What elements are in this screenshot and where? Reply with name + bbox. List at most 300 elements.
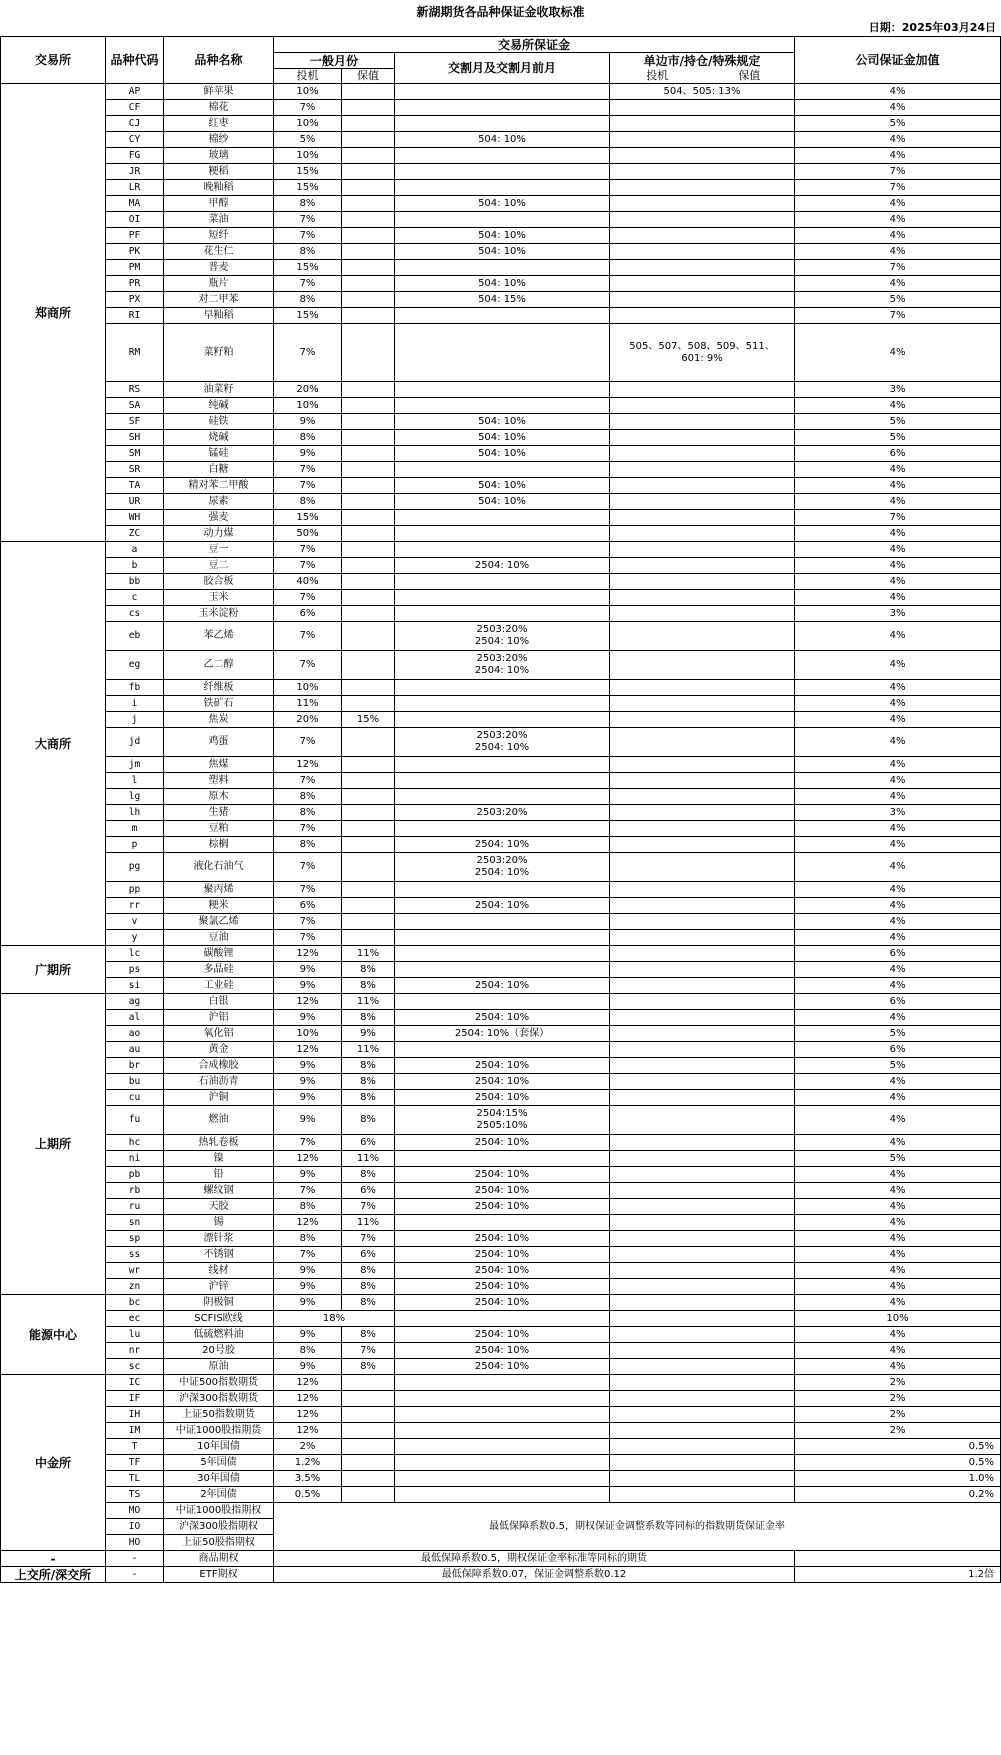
company-add-cell: 0.2%	[795, 1487, 1001, 1503]
special-cell	[610, 1090, 795, 1106]
company-add-cell: 4%	[795, 1327, 1001, 1343]
spec-cell: 12%	[274, 1407, 342, 1423]
delivery-cell	[395, 260, 610, 276]
header-exchange-margin: 交易所保证金	[274, 37, 795, 53]
name-cell: 晚籼稻	[164, 180, 274, 196]
table-row	[1, 1231, 1001, 1247]
company-add-cell: 10%	[795, 1311, 1001, 1327]
table-row	[1, 276, 1001, 292]
special-cell	[610, 276, 795, 292]
name-cell: 液化石油气	[164, 853, 274, 882]
delivery-cell	[395, 1487, 610, 1503]
table-row	[1, 1503, 1001, 1519]
hedge-cell: 11%	[342, 946, 395, 962]
special-cell	[610, 696, 795, 712]
hedge-cell: 8%	[342, 1279, 395, 1295]
name-cell: 5年国债	[164, 1455, 274, 1471]
name-cell: 白糖	[164, 462, 274, 478]
company-add-cell: 6%	[795, 994, 1001, 1010]
special-cell	[610, 292, 795, 308]
code-cell: ec	[106, 1311, 164, 1327]
company-add-cell: 4%	[795, 1343, 1001, 1359]
table-row	[1, 100, 1001, 116]
special-cell	[610, 1183, 795, 1199]
special-cell	[610, 116, 795, 132]
hedge-cell	[342, 494, 395, 510]
delivery-line: 2503:20%	[476, 855, 528, 866]
code-cell: IM	[106, 1423, 164, 1439]
hedge-cell: 8%	[342, 962, 395, 978]
company-add-cell: 4%	[795, 494, 1001, 510]
table-row	[1, 1487, 1001, 1503]
delivery-cell	[395, 382, 610, 398]
header-special-hedge: 保值	[705, 69, 795, 84]
name-cell: 多晶硅	[164, 962, 274, 978]
delivery-cell	[395, 962, 610, 978]
company-add-cell: 4%	[795, 398, 1001, 414]
hedge-cell	[342, 164, 395, 180]
special-cell	[610, 1026, 795, 1042]
delivery-cell	[395, 914, 610, 930]
hedge-cell: 11%	[342, 994, 395, 1010]
special-cell	[610, 1439, 795, 1455]
company-add-cell: 4%	[795, 542, 1001, 558]
code-cell: PM	[106, 260, 164, 276]
name-cell: 聚氯乙烯	[164, 914, 274, 930]
code-cell: y	[106, 930, 164, 946]
spec-cell: 12%	[274, 946, 342, 962]
name-cell: 豆一	[164, 542, 274, 558]
name-cell: 20号胶	[164, 1343, 274, 1359]
delivery-cell	[395, 100, 610, 116]
name-cell: 苯乙烯	[164, 622, 274, 651]
company-add-cell: 4%	[795, 1199, 1001, 1215]
name-cell: 菜籽粕	[164, 324, 274, 382]
delivery-cell: 2503:20%	[395, 805, 610, 821]
delivery-cell	[395, 882, 610, 898]
delivery-cell: 2504: 10%	[395, 1167, 610, 1183]
table-row	[1, 1106, 1001, 1135]
delivery-line: 2504: 10%	[474, 636, 530, 647]
spec-cell: 9%	[274, 1263, 342, 1279]
delivery-cell: 504: 10%	[395, 132, 610, 148]
spec-cell: 12%	[274, 1215, 342, 1231]
company-add-cell: 4%	[795, 696, 1001, 712]
company-add-cell: 1.0%	[795, 1471, 1001, 1487]
name-cell: 不锈钢	[164, 1247, 274, 1263]
spec-cell: 9%	[274, 978, 342, 994]
company-add-cell: 3%	[795, 382, 1001, 398]
special-cell	[610, 446, 795, 462]
table-row	[1, 837, 1001, 853]
delivery-cell	[395, 526, 610, 542]
hedge-cell: 6%	[342, 1247, 395, 1263]
special-cell	[610, 542, 795, 558]
code-cell: al	[106, 1010, 164, 1026]
name-cell: 白银	[164, 994, 274, 1010]
header-company-add: 公司保证金加值	[795, 37, 1001, 84]
code-cell: TA	[106, 478, 164, 494]
delivery-line: 2503:20%	[476, 624, 528, 635]
table-row	[1, 84, 1001, 100]
spec-cell: 8%	[274, 1343, 342, 1359]
name-cell: 纤维板	[164, 680, 274, 696]
name-cell: 甲醇	[164, 196, 274, 212]
table-row	[1, 1471, 1001, 1487]
code-cell: sp	[106, 1231, 164, 1247]
company-add-cell: 6%	[795, 1042, 1001, 1058]
company-add-cell: 5%	[795, 116, 1001, 132]
special-cell	[610, 414, 795, 430]
spec-cell: 7%	[274, 651, 342, 680]
company-add-cell	[795, 1551, 1001, 1567]
company-add-cell: 4%	[795, 930, 1001, 946]
table-row	[1, 244, 1001, 260]
code-cell: lh	[106, 805, 164, 821]
company-add-cell: 4%	[795, 196, 1001, 212]
spec-cell: 7%	[274, 821, 342, 837]
spec-cell: 6%	[274, 606, 342, 622]
hedge-cell	[342, 606, 395, 622]
delivery-cell: 2504: 10%	[395, 1135, 610, 1151]
code-cell: PR	[106, 276, 164, 292]
code-cell: IC	[106, 1375, 164, 1391]
spec-cell: 11%	[274, 696, 342, 712]
delivery-cell	[395, 1215, 610, 1231]
name-cell: 原油	[164, 1359, 274, 1375]
delivery-line: 2503:20%	[476, 730, 528, 741]
name-cell: 鲜苹果	[164, 84, 274, 100]
table-row	[1, 1151, 1001, 1167]
hedge-cell: 9%	[342, 1026, 395, 1042]
name-cell: 沪深300股指期权	[164, 1519, 274, 1535]
company-add-cell: 5%	[795, 414, 1001, 430]
special-cell	[610, 462, 795, 478]
code-cell: RI	[106, 308, 164, 324]
spec-cell: 5%	[274, 132, 342, 148]
company-add-cell: 4%	[795, 680, 1001, 696]
delivery-cell	[395, 930, 610, 946]
spec-cell: 9%	[274, 1010, 342, 1026]
name-cell: 黄金	[164, 1042, 274, 1058]
delivery-cell: 2504: 10%	[395, 1231, 610, 1247]
code-cell: pb	[106, 1167, 164, 1183]
code-cell: pp	[106, 882, 164, 898]
special-cell	[610, 651, 795, 680]
delivery-cell	[395, 1439, 610, 1455]
name-cell: 焦炭	[164, 712, 274, 728]
spec-cell: 9%	[274, 1167, 342, 1183]
special-cell	[610, 757, 795, 773]
company-add-cell: 4%	[795, 558, 1001, 574]
hedge-cell: 8%	[342, 1090, 395, 1106]
table-row	[1, 542, 1001, 558]
name-cell: 粳米	[164, 898, 274, 914]
spec-cell: 12%	[274, 1423, 342, 1439]
hedge-cell: 8%	[342, 1010, 395, 1026]
name-cell: 铅	[164, 1167, 274, 1183]
code-cell: ni	[106, 1151, 164, 1167]
code-cell: v	[106, 914, 164, 930]
table-row	[1, 446, 1001, 462]
company-add-cell: 4%	[795, 651, 1001, 680]
company-add-cell: 0.5%	[795, 1439, 1001, 1455]
name-cell: 鸡蛋	[164, 728, 274, 757]
exchange-cell: 郑商所	[1, 84, 106, 542]
spec-cell: 20%	[274, 712, 342, 728]
spec-cell: 7%	[274, 1247, 342, 1263]
name-cell: 原木	[164, 789, 274, 805]
special-line: 601: 9%	[681, 352, 723, 364]
spec-cell: 15%	[274, 308, 342, 324]
hedge-cell	[342, 837, 395, 853]
delivery-line: 2504: 10%	[474, 867, 530, 878]
delivery-cell	[395, 994, 610, 1010]
delivery-cell	[395, 148, 610, 164]
special-cell	[610, 773, 795, 789]
table-row	[1, 212, 1001, 228]
name-cell: 沪锌	[164, 1279, 274, 1295]
special-cell	[610, 994, 795, 1010]
code-cell: hc	[106, 1135, 164, 1151]
company-add-cell: 4%	[795, 898, 1001, 914]
hedge-cell	[342, 622, 395, 651]
table-row	[1, 462, 1001, 478]
spec-cell: 12%	[274, 1151, 342, 1167]
delivery-cell: 2504: 10%	[395, 1295, 610, 1311]
delivery-cell: 2504: 10%	[395, 1327, 610, 1343]
table-row	[1, 1311, 1001, 1327]
code-cell: c	[106, 590, 164, 606]
special-cell	[610, 1311, 795, 1327]
hedge-cell	[342, 574, 395, 590]
delivery-cell	[395, 789, 610, 805]
company-add-cell: 4%	[795, 773, 1001, 789]
table-body	[1, 84, 1001, 1583]
table-row	[1, 773, 1001, 789]
table-row	[1, 590, 1001, 606]
hedge-cell	[342, 542, 395, 558]
footer-note: 最低保障系数0.07，保证金调整系数0.12	[274, 1567, 795, 1583]
special-cell	[610, 606, 795, 622]
special-cell	[610, 324, 795, 382]
spec-cell: 12%	[274, 994, 342, 1010]
code-cell: PX	[106, 292, 164, 308]
special-cell	[610, 622, 795, 651]
name-cell: 沪铜	[164, 1090, 274, 1106]
spec-cell: 7%	[274, 914, 342, 930]
spec-cell: 0.5%	[274, 1487, 342, 1503]
hedge-cell: 15%	[342, 712, 395, 728]
special-cell: 504、505: 13%	[610, 84, 795, 100]
code-cell: UR	[106, 494, 164, 510]
hedge-cell	[342, 1391, 395, 1407]
special-cell	[610, 1455, 795, 1471]
hedge-cell: 6%	[342, 1183, 395, 1199]
name-cell: 商品期权	[164, 1551, 274, 1567]
spec-cell: 9%	[274, 446, 342, 462]
hedge-cell	[342, 1471, 395, 1487]
header-code: 品种代码	[106, 37, 164, 84]
spec-cell: 10%	[274, 1026, 342, 1042]
name-cell: ETF期权	[164, 1567, 274, 1583]
special-cell	[610, 100, 795, 116]
hedge-cell	[342, 558, 395, 574]
name-cell: 玻璃	[164, 148, 274, 164]
company-add-cell: 4%	[795, 882, 1001, 898]
hedge-cell	[342, 100, 395, 116]
table-row	[1, 196, 1001, 212]
spec-cell: 8%	[274, 837, 342, 853]
code-cell: bu	[106, 1074, 164, 1090]
code-cell: -	[106, 1567, 164, 1583]
spec-cell: 15%	[274, 180, 342, 196]
spec-cell: 10%	[274, 84, 342, 100]
spec-cell: 8%	[274, 789, 342, 805]
hedge-cell	[342, 196, 395, 212]
name-cell: 工业硅	[164, 978, 274, 994]
table-row	[1, 930, 1001, 946]
code-cell: -	[106, 1551, 164, 1567]
hedge-cell	[342, 292, 395, 308]
name-cell: 烧碱	[164, 430, 274, 446]
delivery-cell: 2504: 10%	[395, 1058, 610, 1074]
spec-cell: 7%	[274, 324, 342, 382]
name-cell: 石油沥青	[164, 1074, 274, 1090]
name-cell: 锰硅	[164, 446, 274, 462]
table-row	[1, 494, 1001, 510]
exchange-cell: 大商所	[1, 542, 106, 946]
delivery-line: 2505:10%	[476, 1120, 528, 1131]
spec-cell: 10%	[274, 148, 342, 164]
special-cell	[610, 180, 795, 196]
company-add-cell: 4%	[795, 914, 1001, 930]
spec-cell: 15%	[274, 164, 342, 180]
special-line: 505、507、508、509、511、	[629, 340, 775, 352]
special-cell	[610, 430, 795, 446]
code-cell: IH	[106, 1407, 164, 1423]
header-general-month: 一般月份	[274, 53, 395, 69]
hedge-cell	[342, 260, 395, 276]
company-add-cell: 4%	[795, 324, 1001, 382]
table-row	[1, 510, 1001, 526]
header-special-spec: 投机	[610, 69, 705, 84]
company-add-cell: 3%	[795, 805, 1001, 821]
name-cell: 中证500指数期货	[164, 1375, 274, 1391]
delivery-cell: 504: 10%	[395, 478, 610, 494]
code-cell: eg	[106, 651, 164, 680]
name-cell: 棉花	[164, 100, 274, 116]
table-row	[1, 789, 1001, 805]
table-row	[1, 696, 1001, 712]
exchange-cell: -	[1, 1551, 106, 1567]
name-cell: 红枣	[164, 116, 274, 132]
table-row	[1, 1391, 1001, 1407]
name-cell: 硅铁	[164, 414, 274, 430]
delivery-cell: 2504: 10%	[395, 1183, 610, 1199]
hedge-cell	[342, 914, 395, 930]
special-cell	[610, 558, 795, 574]
spec-cell: 7%	[274, 100, 342, 116]
hedge-cell	[342, 180, 395, 196]
name-cell: 对二甲苯	[164, 292, 274, 308]
special-cell	[610, 1058, 795, 1074]
name-cell: 生猪	[164, 805, 274, 821]
company-add-cell: 4%	[795, 1359, 1001, 1375]
company-add-cell: 6%	[795, 946, 1001, 962]
spec-cell: 10%	[274, 398, 342, 414]
table-row	[1, 606, 1001, 622]
delivery-line: 2504: 10%	[474, 742, 530, 753]
special-cell	[610, 1215, 795, 1231]
header-delivery: 交割月及交割月前月	[395, 53, 610, 84]
hedge-cell	[342, 116, 395, 132]
hedge-cell	[342, 898, 395, 914]
delivery-cell	[395, 1106, 610, 1135]
company-add-cell: 2%	[795, 1375, 1001, 1391]
spec-cell: 2%	[274, 1439, 342, 1455]
special-cell	[610, 837, 795, 853]
name-cell: 上证50指数期货	[164, 1407, 274, 1423]
special-cell	[610, 244, 795, 260]
name-cell: 低硫燃料油	[164, 1327, 274, 1343]
table-row	[1, 1279, 1001, 1295]
spec-cell: 8%	[274, 805, 342, 821]
code-cell: SA	[106, 398, 164, 414]
hedge-cell	[342, 324, 395, 382]
company-add-cell: 4%	[795, 1247, 1001, 1263]
name-cell: 螺纹钢	[164, 1183, 274, 1199]
spec-cell: 20%	[274, 382, 342, 398]
delivery-cell: 504: 10%	[395, 430, 610, 446]
code-cell: rr	[106, 898, 164, 914]
table-row	[1, 1295, 1001, 1311]
code-cell: wr	[106, 1263, 164, 1279]
special-cell	[610, 853, 795, 882]
special-cell	[610, 510, 795, 526]
name-cell: 沪深300指数期货	[164, 1391, 274, 1407]
delivery-cell	[395, 180, 610, 196]
code-cell: SR	[106, 462, 164, 478]
delivery-cell	[395, 773, 610, 789]
hedge-cell	[342, 1439, 395, 1455]
exchange-cell: 能源中心	[1, 1295, 106, 1375]
company-add-cell: 4%	[795, 757, 1001, 773]
special-cell	[610, 1279, 795, 1295]
special-cell	[610, 1151, 795, 1167]
delivery-cell	[395, 946, 610, 962]
hedge-cell	[342, 148, 395, 164]
code-cell: fb	[106, 680, 164, 696]
hedge-cell: 7%	[342, 1231, 395, 1247]
special-cell	[610, 1407, 795, 1423]
code-cell: SF	[106, 414, 164, 430]
name-cell: 玉米淀粉	[164, 606, 274, 622]
special-cell	[610, 1199, 795, 1215]
spec-cell: 15%	[274, 510, 342, 526]
hedge-cell: 11%	[342, 1151, 395, 1167]
header-hedge: 保值	[342, 69, 395, 84]
hedge-cell	[342, 1375, 395, 1391]
special-cell	[610, 164, 795, 180]
spec-cell: 8%	[274, 430, 342, 446]
delivery-cell: 2504: 10%	[395, 1010, 610, 1026]
code-cell: i	[106, 696, 164, 712]
name-cell: 焦煤	[164, 757, 274, 773]
table-row	[1, 757, 1001, 773]
table-row	[1, 1090, 1001, 1106]
special-cell	[610, 1375, 795, 1391]
